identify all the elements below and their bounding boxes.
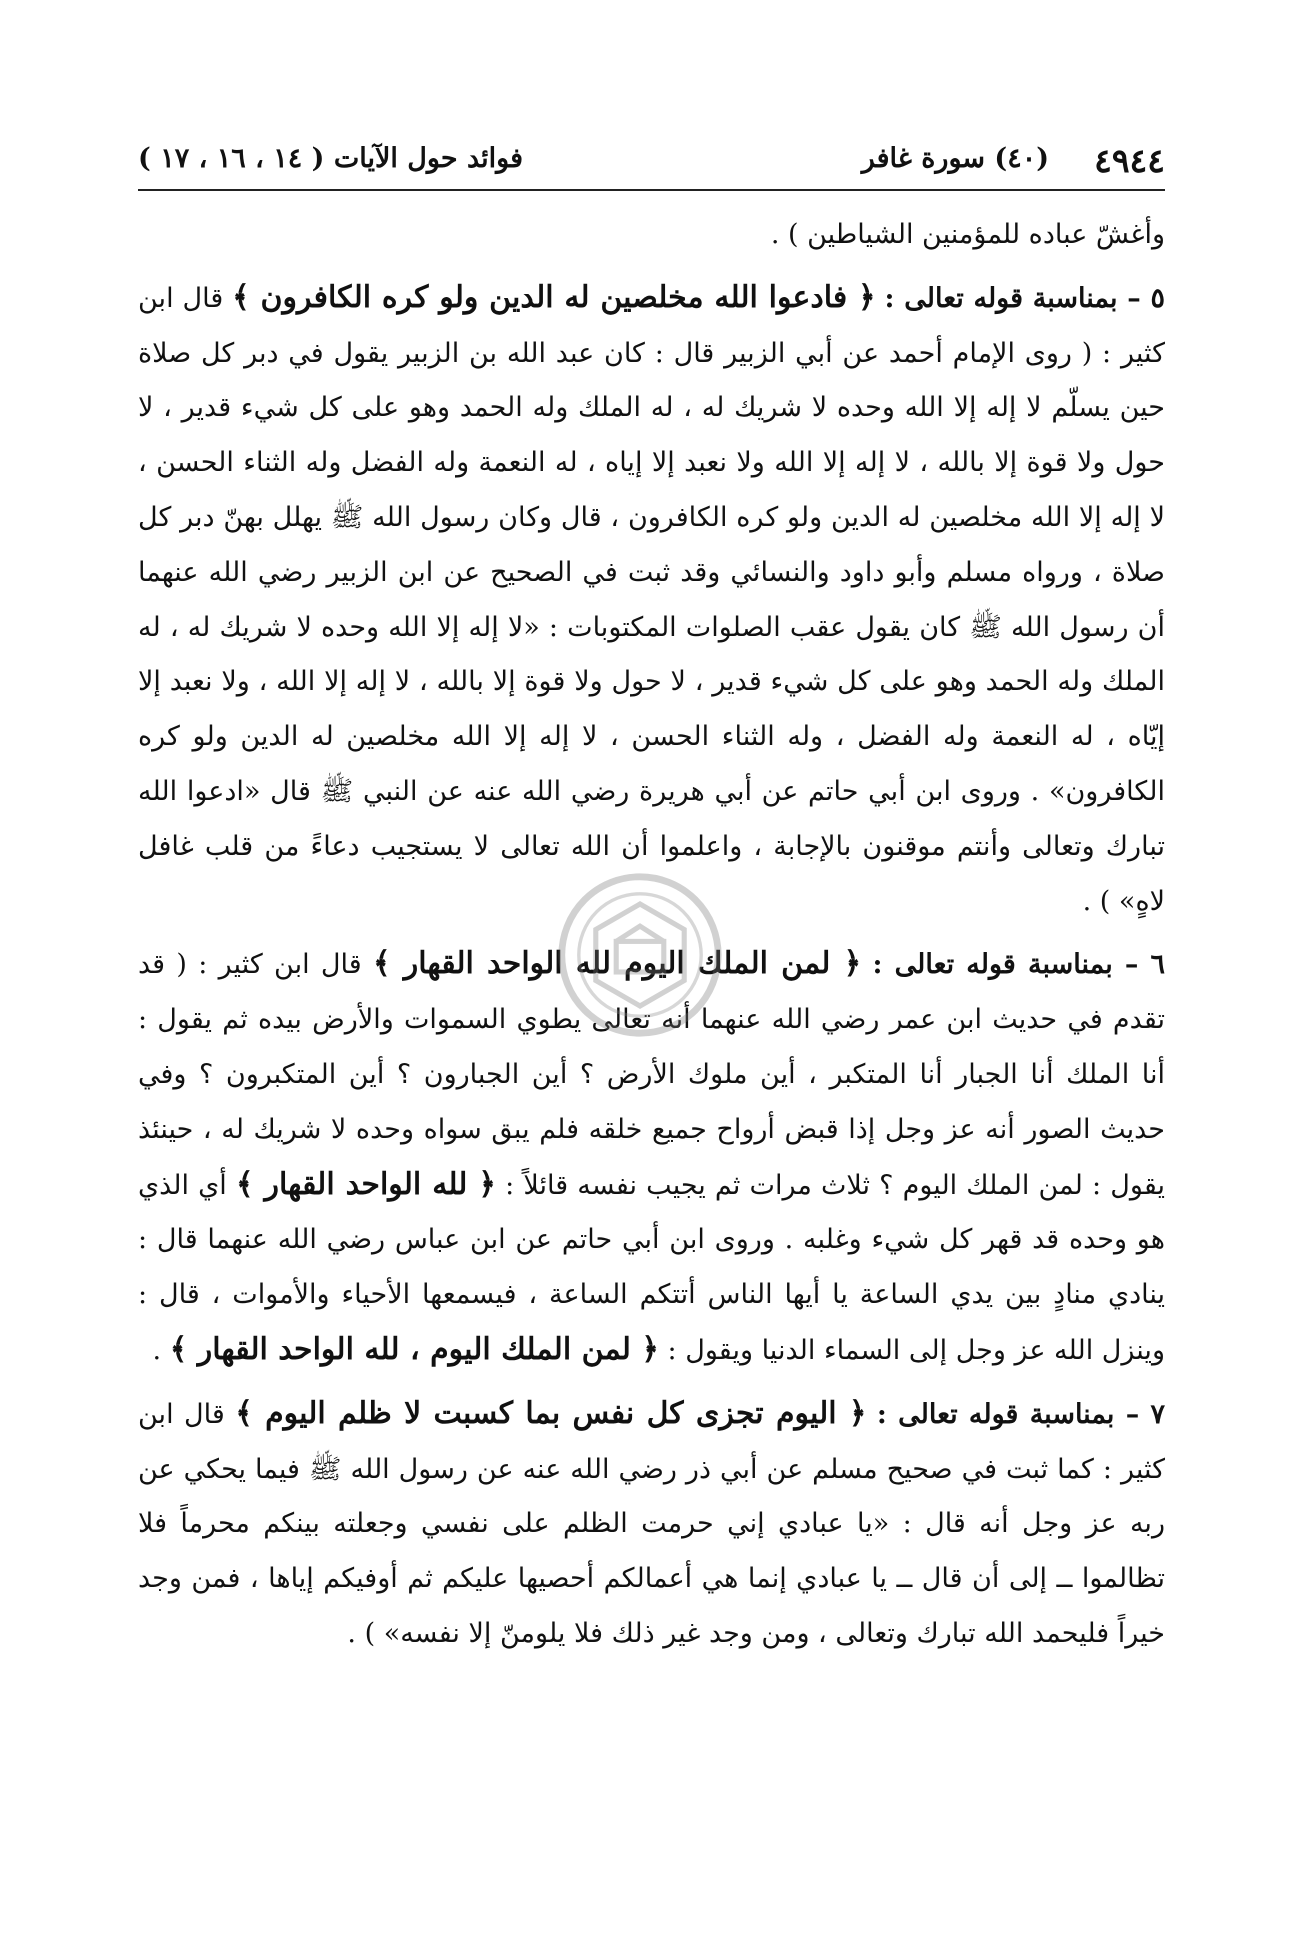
running-header — [138, 137, 1165, 185]
sura-title: (٤٠) سورة غافر — [861, 143, 1049, 174]
section-5-verse: ﴿ فادعوا الله مخلصين له الدين ولو كره الكافرون ﴾ — [232, 279, 876, 315]
section-6-verse-2: ﴿ لله الواحد القهار ﴾ — [235, 1166, 497, 1202]
section-7-verse: ﴿ اليوم تجزى كل نفس بما كسبت لا ظلم اليوم ﴾ — [235, 1395, 867, 1431]
section-6-verse: ﴿ لمن الملك اليوم لله الواحد القهار ﴾ — [372, 946, 862, 982]
section-6-lead: ٦ – بمناسبة قوله تعالى : — [872, 949, 1165, 981]
header-rule — [138, 189, 1165, 191]
section-5-text: قال ابن كثير : ( روى الإمام أحمد عن أبي الزبير قال : كان عبد الله بن الزبير يقول في دبر كل صلاة حين يسلّم لا إله إلا الله وحده لا شريك له ، له الملك وله الحمد وهو على كل شيء قدير ، لا حول ولا قوة إلا بالله ، لا إله إلا الله ولا نعبد إلا إياه ، له النعمة وله الفضل وله الثناء الحسن ، لا إله إلا الله مخلصين له الدين ولو كره الكافرون ، قال وكان رسول الله ﷺ يهلل بهنّ دبر كل صلاة ، ورواه مسلم وأبو داود والنسائي وقد ثبت في الصحيح عن ابن الزبير رضي الله عنهما أن رسول الله ﷺ كان يقول عقب الصلوات المكتوبات : «لا إله إلا الله وحده لا شريك له ، له الملك وله الحمد وهو على كل شيء قدير ، لا حول ولا قوة إلا بالله ، لا إله إلا الله ، ولا نعبد إلا إيّاه ، له النعمة وله الفضل ، وله الثناء الحسن ، لا إله إلا الله مخلصين له الدين ولو كره الكافرون» . وروى ابن أبي حاتم عن أبي هريرة رضي الله عنه عن النبي ﷺ قال «ادعوا الله تبارك وتعالى وأنتم موقنون بالإجابة ، واعلموا أن الله تعالى لا يستجيب دعاءً من قلب غافل لاهٍ» ) . — [138, 282, 1165, 917]
section-topic: فوائد حول الآيات ( ١٤ ، ١٦ ، ١٧ ) — [138, 143, 523, 174]
page-number: ٤٩٤٤ — [1094, 141, 1165, 180]
section-6-text-3: . — [152, 1334, 162, 1366]
section-5 — [138, 271, 1165, 930]
intro-line: وأغشّ عباده للمؤمنين الشياطين ) . — [770, 219, 1165, 250]
section-5-lead: ٥ – بمناسبة قوله تعالى : — [884, 282, 1165, 314]
section-6-text: قال ابن كثير : ( قد تقدم في حديث ابن عمر رضي الله عنهما أنه تعالى يطوي السموات والأرض بيده ثم يقول : أنا الملك أنا الجبار أنا المتكبر ، أين ملوك الأرض ؟ أين الجبارون ؟ أين المتكبرون ؟ وفي حديث الصور أنه عز وجل إذا قبض أرواح جميع خلقه فلم يبق سواه وحده لا شريك له ، حينئذ يقول : لمن الملك اليوم ؟ ثلاث مرات ثم يجيب نفسه قائلاً : — [138, 949, 1165, 1201]
page-body — [138, 208, 1165, 1662]
section-7 — [138, 1387, 1165, 1662]
section-6 — [138, 937, 1165, 1378]
section-7-lead: ٧ – بمناسبة قوله تعالى : — [876, 1398, 1165, 1430]
section-7-text: قال ابن كثير : كما ثبت في صحيح مسلم عن أبي ذر رضي الله عنه عن رسول الله ﷺ فيما يحكي عن ربه عز وجل أنه قال : «يا عبادي إني حرمت الظلم على نفسي وجعلته بينكم محرماً فلا تظالموا ــ إلى أن قال ــ يا عبادي إنما هي أعمالكم أحصيها عليكم ثم أوفيكم إياها ، فمن وجد خيراً فليحمد الله تبارك وتعالى ، ومن وجد غير ذلك فلا يلومنّ إلا نفسه» ) . — [138, 1398, 1165, 1649]
section-6-text-2: أي الذي هو وحده قد قهر كل شيء وغلبه . وروى ابن أبي حاتم عن ابن عباس رضي الله عنهما قال : ينادي منادٍ بين يدي الساعة يا أيها الناس أتتكم الساعة ، فيسمعها الأحياء والأموات ، قال : وينزل الله عز وجل إلى السماء الدنيا ويقول : — [138, 1169, 1165, 1366]
section-6-verse-3: ﴿ لمن الملك اليوم ، لله الواحد القهار ﴾ — [169, 1331, 659, 1367]
